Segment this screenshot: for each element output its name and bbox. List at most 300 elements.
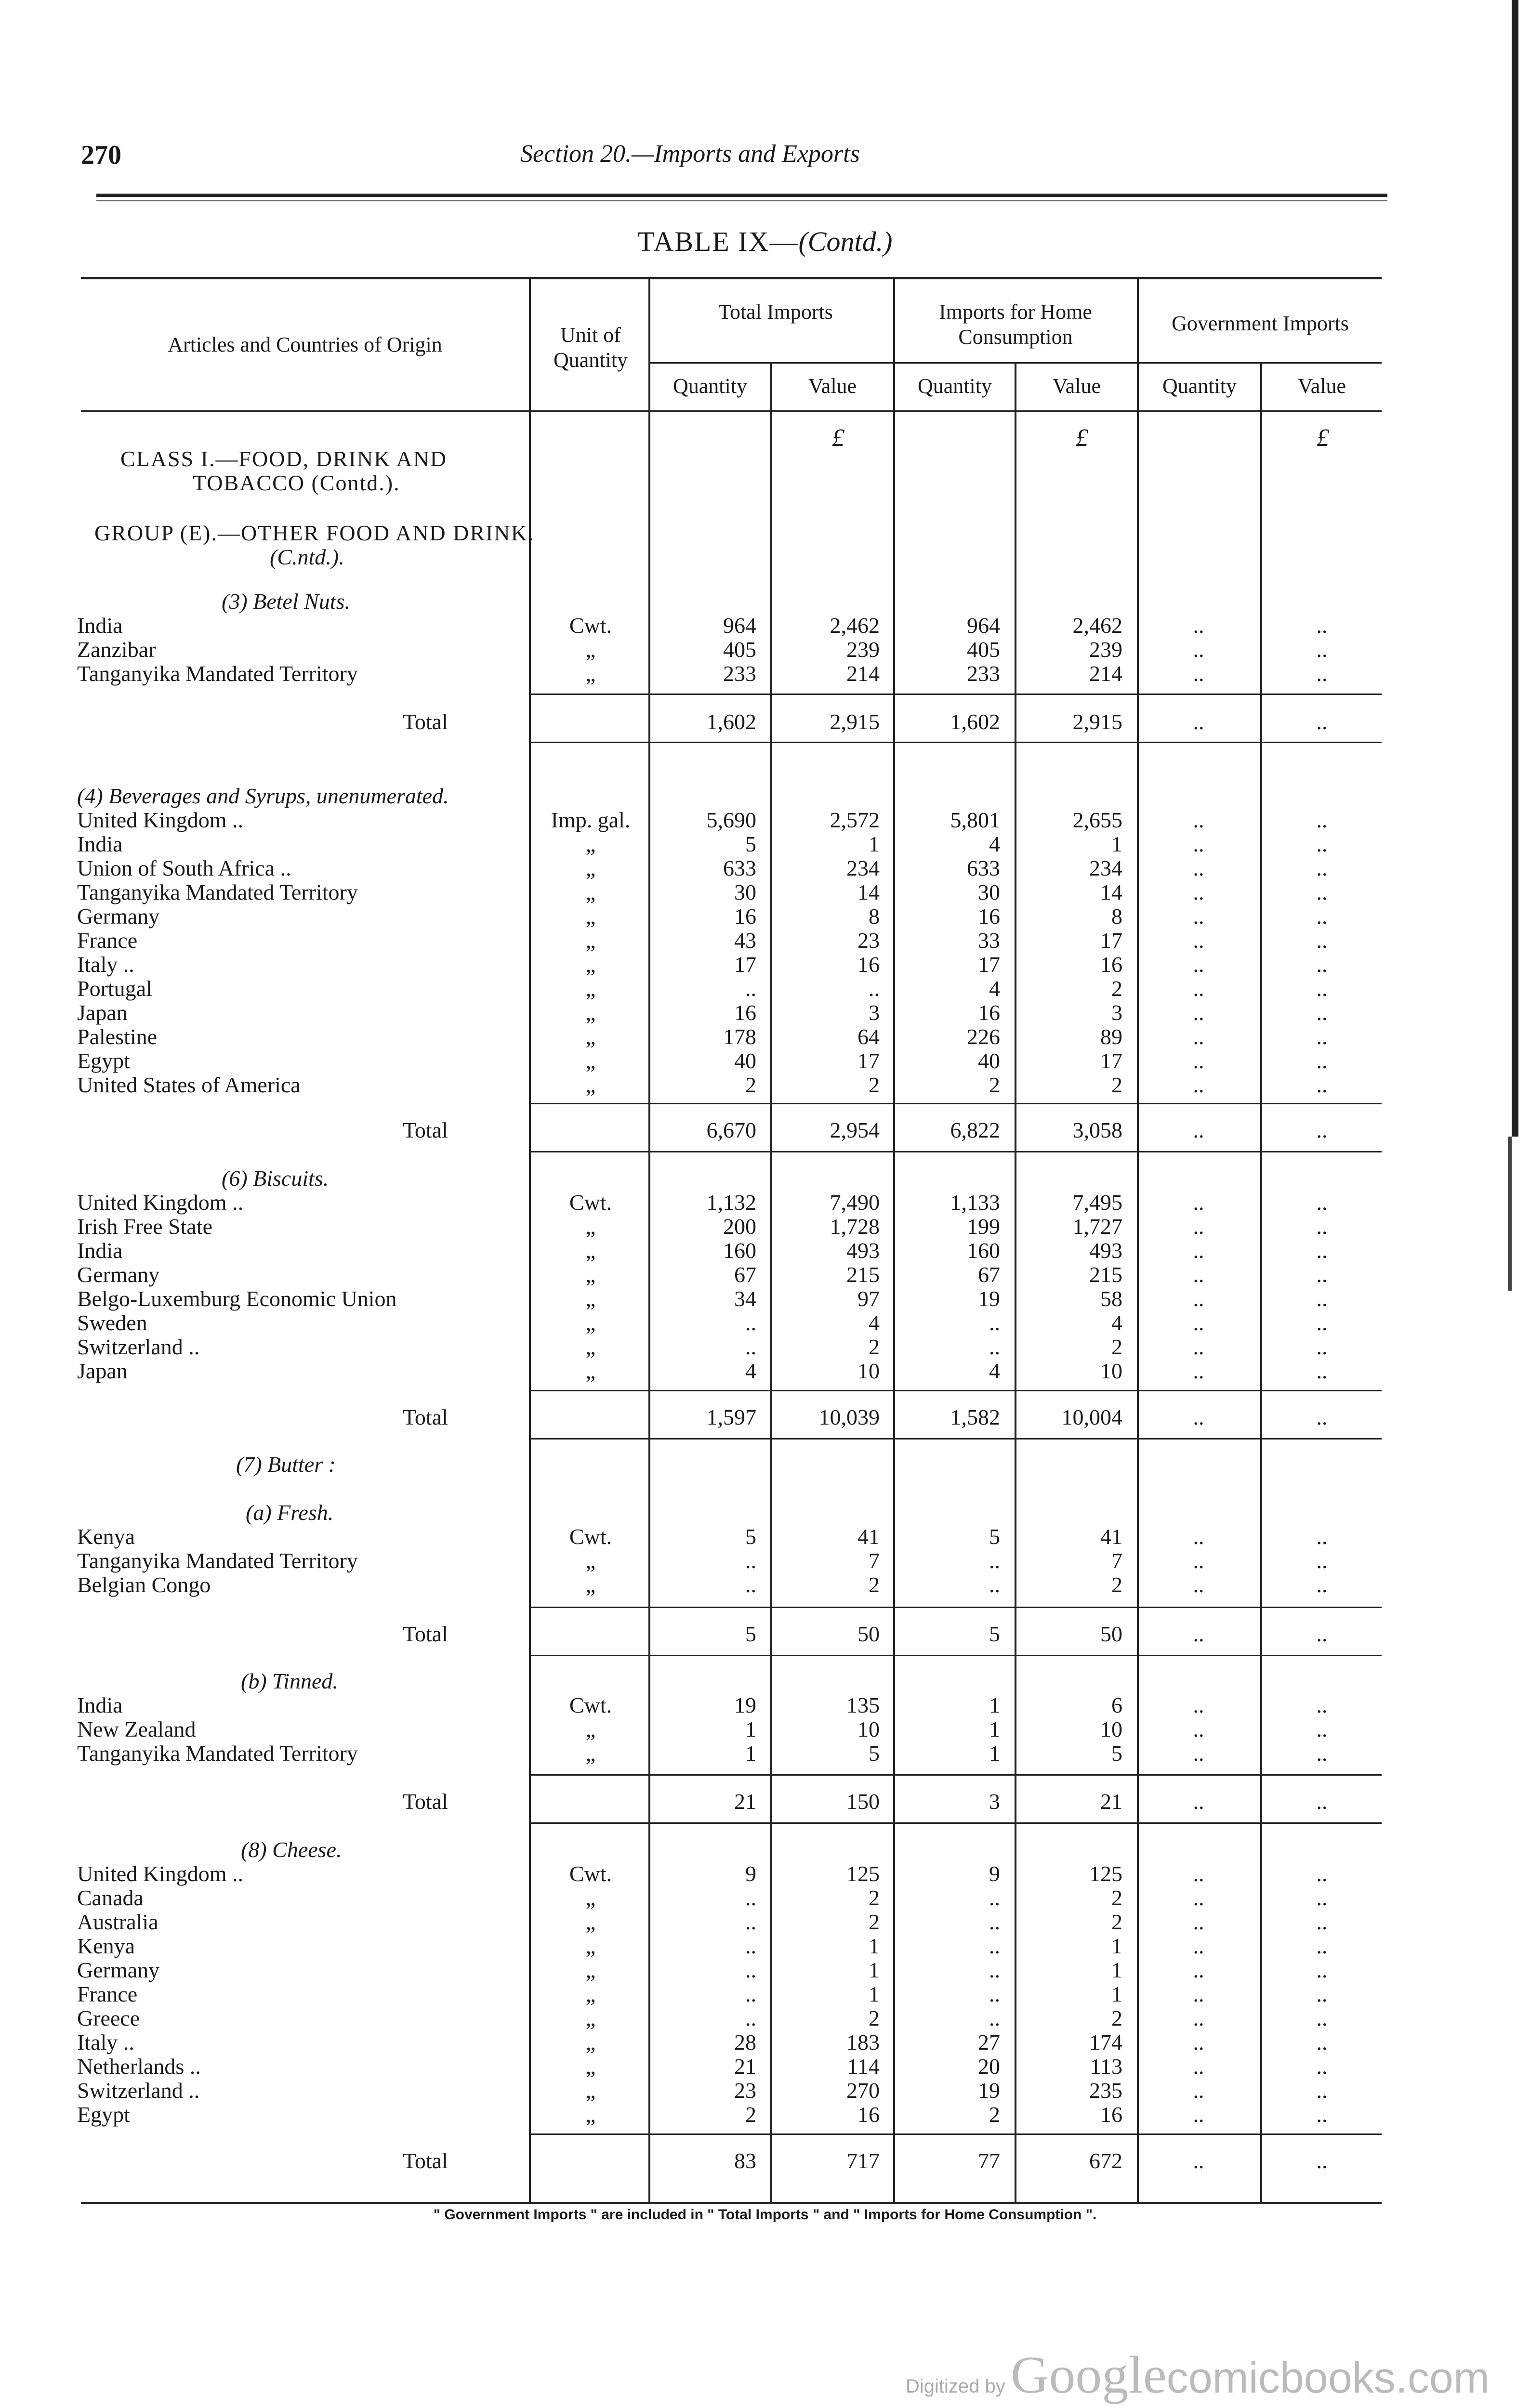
cheese-row-gv: .. <box>1316 2078 1328 2103</box>
butter-fresh-total-rule-below <box>529 1655 1382 1656</box>
cheese-row-hv: 235 <box>1089 2078 1122 2103</box>
beverages-row-tv: 14 <box>857 880 880 904</box>
header-bottom-rule <box>81 410 1382 412</box>
beverages-row-gq: .. <box>1193 1048 1204 1073</box>
biscuits-row-hv: 1,727 <box>1072 1214 1122 1239</box>
betel-row-hv: 239 <box>1089 637 1122 662</box>
biscuits-row-gv: .. <box>1316 1310 1328 1335</box>
betel-total-tv: 2,915 <box>830 709 880 734</box>
cheese-row-tv: 2 <box>869 1885 880 1910</box>
beverages-row-gq: .. <box>1193 1073 1204 1097</box>
biscuits-row-tq: 200 <box>723 1214 756 1239</box>
cheese-total-gv: .. <box>1316 2148 1328 2173</box>
cheese-row-tq: 9 <box>745 1861 756 1886</box>
cheese-row-gv: .. <box>1316 1885 1328 1910</box>
butter-tinned-row-tq: 1 <box>745 1717 756 1741</box>
beverages-row-tq: 43 <box>734 928 756 953</box>
cheese-row-gv: .. <box>1316 2102 1328 2127</box>
cheese-total-hq: 77 <box>978 2148 1000 2173</box>
beverages-row-gq: .. <box>1193 832 1204 856</box>
biscuits-row-hv: 58 <box>1100 1286 1122 1311</box>
biscuits-row-tq: 67 <box>734 1262 756 1287</box>
cheese-total-tv: 717 <box>846 2148 880 2173</box>
beverages-row-tq: 2 <box>745 1073 756 1097</box>
beverages-row-hv: 14 <box>1100 880 1122 904</box>
butter-fresh-row-gv: .. <box>1316 1524 1328 1549</box>
biscuits-row-gq: .. <box>1193 1190 1204 1215</box>
pound-sign-home: £ <box>1076 424 1088 452</box>
cheese-row-country: Kenya <box>77 1934 135 1958</box>
beverages-row-gq: .. <box>1193 856 1204 880</box>
betel-total-gv: .. <box>1316 709 1328 734</box>
cheese-row-hv: 113 <box>1090 2054 1122 2079</box>
beverages-row-tq: 30 <box>734 880 756 904</box>
cheese-row-gq: .. <box>1193 1910 1204 1934</box>
col-line-gov-mid <box>1260 364 1262 2202</box>
digitized-watermark <box>906 2344 1490 2406</box>
beverages-row-gq: .. <box>1193 928 1204 953</box>
butter-fresh-row-tv: 7 <box>869 1548 880 1573</box>
butter-fresh-row-gv: .. <box>1316 1548 1328 1573</box>
beverages-row-tv: 23 <box>857 928 880 953</box>
beverages-total-hv: 3,058 <box>1072 1118 1122 1142</box>
cheese-row-gq: .. <box>1193 2054 1204 2079</box>
biscuits-total-tv: 10,039 <box>818 1405 880 1429</box>
beverages-row-gv: .. <box>1316 880 1328 904</box>
cheese-row-country: Greece <box>77 2006 140 2030</box>
biscuits-row-tv: 10 <box>857 1359 880 1383</box>
cheese-row-gv: .. <box>1316 1934 1328 1958</box>
beverages-row-gq: .. <box>1193 808 1204 832</box>
beverages-total-hq: 6,822 <box>950 1118 1000 1142</box>
cheese-row-tq: 23 <box>734 2078 756 2103</box>
beverages-row-gq: .. <box>1193 976 1204 1001</box>
beverages-row-gv: .. <box>1316 808 1328 832</box>
beverages-row-tq: 633 <box>723 856 756 880</box>
betel-row-tq: 405 <box>723 637 756 662</box>
group-heading: GROUP (E).—OTHER FOOD AND DRINK. <box>94 521 535 545</box>
betel-row-gv: .. <box>1316 637 1328 662</box>
biscuits-row-hv: 493 <box>1089 1238 1122 1263</box>
biscuits-row-unit: „ <box>585 1262 596 1287</box>
butter-fresh-row-hv: 2 <box>1111 1572 1122 1597</box>
butter-tinned-total-tv: 150 <box>846 1789 880 1814</box>
biscuits-row-unit: „ <box>585 1310 596 1335</box>
butter-fresh-row-tq: 5 <box>745 1524 756 1549</box>
beverages-row-gv: .. <box>1316 904 1328 929</box>
google-logo-text: Google <box>1010 2345 1167 2404</box>
butter-fresh-total-rule-above <box>529 1607 1382 1608</box>
cheese-row-gv: .. <box>1316 1910 1328 1934</box>
beverages-row-hq: 4 <box>989 832 1000 856</box>
betel-row-tv: 2,462 <box>830 613 880 638</box>
header-value-total: Value <box>808 374 857 398</box>
cheese-row-tv: 2 <box>869 1910 880 1934</box>
butter-tinned-total-hq: 3 <box>989 1789 1000 1814</box>
butter-tinned-row-hq: 1 <box>989 1693 1000 1717</box>
page-edge-shadow <box>1512 0 1518 1137</box>
biscuits-row-hv: 7,495 <box>1072 1190 1122 1215</box>
cheese-row-tv: 1 <box>869 1982 880 2006</box>
cheese-row-gv: .. <box>1316 2030 1328 2055</box>
cheese-row-country: United Kingdom .. <box>77 1861 243 1886</box>
beverages-row-hq: 2 <box>989 1073 1000 1097</box>
butter-tinned-row-country: India <box>77 1693 123 1717</box>
biscuits-row-gq: .. <box>1193 1286 1204 1311</box>
cheese-row-hq: 20 <box>978 2054 1000 2079</box>
beverages-total-tq: 6,670 <box>706 1118 756 1142</box>
butter-tinned-row-gv: .. <box>1316 1693 1328 1717</box>
beverages-row-tv: 17 <box>857 1048 880 1073</box>
betel-row-gq: .. <box>1193 661 1204 686</box>
beverages-row-tv: 2 <box>869 1073 880 1097</box>
cheese-row-tv: 114 <box>847 2054 880 2079</box>
butter-tinned-row-unit: „ <box>585 1717 596 1741</box>
biscuits-row-tq: .. <box>745 1310 756 1335</box>
biscuits-row-tv: 97 <box>857 1286 880 1311</box>
beverages-row-tq: 16 <box>734 1000 756 1025</box>
cheese-row-country: France <box>77 1982 138 2006</box>
cheese-row-unit: „ <box>585 2078 596 2103</box>
cheese-row-tv: 125 <box>846 1861 880 1886</box>
beverages-total-gq: .. <box>1193 1118 1204 1142</box>
beverages-row-country: Egypt <box>77 1048 130 1073</box>
section-title-butter: (7) Butter : <box>236 1452 336 1477</box>
biscuits-row-hq: 19 <box>978 1286 1000 1311</box>
biscuits-row-country: Switzerland .. <box>77 1335 200 1359</box>
beverages-row-hv: 1 <box>1111 832 1122 856</box>
butter-fresh-total-tq: 5 <box>745 1622 756 1646</box>
header-rule <box>96 194 1387 197</box>
pound-sign-total: £ <box>832 424 844 452</box>
cheese-total-gq: .. <box>1193 2148 1204 2173</box>
betel-row-unit: Cwt. <box>569 613 612 638</box>
cheese-row-tv: 16 <box>857 2102 880 2127</box>
betel-row-gq: .. <box>1193 637 1204 662</box>
biscuits-row-hv: 2 <box>1111 1335 1122 1359</box>
biscuits-row-gq: .. <box>1193 1214 1204 1239</box>
biscuits-total-label: Total <box>403 1405 448 1429</box>
beverages-row-hq: 16 <box>978 904 1000 929</box>
section-title-biscuits: (6) Biscuits. <box>222 1166 329 1191</box>
butter-fresh-row-unit: „ <box>585 1548 596 1573</box>
beverages-row-country: Germany <box>77 904 160 929</box>
cheese-row-country: Italy .. <box>77 2030 134 2055</box>
butter-tinned-row-hq: 1 <box>989 1717 1000 1741</box>
biscuits-row-country: Japan <box>77 1359 128 1383</box>
beverages-row-gq: .. <box>1193 904 1204 929</box>
betel-row-gq: .. <box>1193 613 1204 638</box>
cheese-row-hv: 1 <box>1111 1934 1122 1958</box>
page-number: 270 <box>81 140 121 170</box>
butter-tinned-row-hv: 5 <box>1111 1741 1122 1766</box>
cheese-row-gq: .. <box>1193 2030 1204 2055</box>
cheese-row-hv: 2 <box>1111 1885 1122 1910</box>
beverages-row-unit: „ <box>585 1048 596 1073</box>
biscuits-row-tv: 7,490 <box>830 1190 880 1215</box>
page-edge-shadow-lower <box>1508 1137 1512 1291</box>
butter-fresh-total-gv: .. <box>1316 1622 1328 1646</box>
butter-tinned-row-hv: 10 <box>1100 1717 1122 1741</box>
butter-fresh-total-label: Total <box>403 1622 448 1646</box>
beverages-total-rule-above <box>529 1103 1382 1104</box>
header-quantity-total: Quantity <box>673 374 747 398</box>
cheese-row-tq: .. <box>745 1885 756 1910</box>
butter-tinned-total-gq: .. <box>1193 1789 1204 1814</box>
beverages-row-country: Portugal <box>77 976 152 1001</box>
header-value-gov: Value <box>1297 374 1346 398</box>
beverages-row-gv: .. <box>1316 1073 1328 1097</box>
biscuits-row-gq: .. <box>1193 1335 1204 1359</box>
cheese-row-hv: 1 <box>1111 1982 1122 2006</box>
cheese-row-gv: .. <box>1316 1958 1328 1982</box>
beverages-row-tq: 5,690 <box>706 808 756 832</box>
beverages-row-unit: „ <box>585 1073 596 1097</box>
butter-fresh-row-unit: „ <box>585 1572 596 1597</box>
beverages-row-tv: .. <box>869 976 880 1001</box>
beverages-row-gv: .. <box>1316 1000 1328 1025</box>
beverages-row-gv: .. <box>1316 856 1328 880</box>
beverages-row-hq: 4 <box>989 976 1000 1001</box>
beverages-row-gv: .. <box>1316 1024 1328 1049</box>
butter-tinned-row-hq: 1 <box>989 1741 1000 1766</box>
cheese-row-hv: 125 <box>1089 1861 1122 1886</box>
butter-fresh-row-country: Tanganyika Mandated Territory <box>77 1548 358 1573</box>
biscuits-row-unit: „ <box>585 1335 596 1359</box>
subsection-title-fresh: (a) Fresh. <box>246 1500 334 1525</box>
beverages-row-gv: .. <box>1316 976 1328 1001</box>
cheese-row-gq: .. <box>1193 1982 1204 2006</box>
cheese-row-gq: .. <box>1193 1885 1204 1910</box>
beverages-row-tq: .. <box>745 976 756 1001</box>
butter-fresh-row-hv: 7 <box>1111 1548 1122 1573</box>
cheese-row-gq: .. <box>1193 1861 1204 1886</box>
cheese-total-label: Total <box>403 2148 448 2173</box>
cheese-row-gv: .. <box>1316 2006 1328 2030</box>
beverages-row-hv: 3 <box>1111 1000 1122 1025</box>
cheese-total-tq: 83 <box>734 2148 756 2173</box>
betel-total-rule-above <box>529 694 1382 695</box>
col-line-unit <box>529 279 531 2202</box>
cheese-row-tq: 2 <box>745 2102 756 2127</box>
betel-total-label: Total <box>403 709 448 734</box>
beverages-row-hq: 16 <box>978 1000 1000 1025</box>
biscuits-row-gv: .. <box>1316 1238 1328 1263</box>
betel-row-country: Zanzibar <box>77 637 156 662</box>
butter-tinned-row-hv: 6 <box>1111 1693 1122 1717</box>
beverages-row-hv: 2,655 <box>1072 808 1122 832</box>
cheese-row-unit: Cwt. <box>569 1861 612 1886</box>
beverages-row-unit: „ <box>585 1024 596 1049</box>
biscuits-row-hq: .. <box>989 1310 1000 1335</box>
butter-fresh-row-tq: .. <box>745 1548 756 1573</box>
beverages-row-hq: 30 <box>978 880 1000 904</box>
group-heading-line2: (C.ntd.). <box>270 545 344 569</box>
beverages-row-hv: 8 <box>1111 904 1122 929</box>
cheese-row-tq: .. <box>745 1910 756 1934</box>
butter-fresh-row-hq: .. <box>989 1572 1000 1597</box>
beverages-row-country: Japan <box>77 1000 128 1025</box>
header-government-imports: Government Imports <box>1172 312 1349 335</box>
biscuits-row-hq: 4 <box>989 1359 1000 1383</box>
cheese-row-tq: .. <box>745 2006 756 2030</box>
subsection-title-tinned: (b) Tinned. <box>241 1669 338 1693</box>
beverages-row-country: Tanganyika Mandated Territory <box>77 880 358 904</box>
beverages-row-gq: .. <box>1193 1024 1204 1049</box>
betel-row-country: Tanganyika Mandated Territory <box>77 661 358 686</box>
class-heading: CLASS I.—FOOD, DRINK AND <box>120 446 448 471</box>
beverages-row-country: United States of America <box>77 1073 301 1097</box>
beverages-row-gv: .. <box>1316 832 1328 856</box>
cheese-row-tv: 270 <box>846 2078 880 2103</box>
biscuits-row-tv: 4 <box>869 1310 880 1335</box>
betel-row-hq: 964 <box>967 613 1000 638</box>
beverages-row-hv: 89 <box>1100 1024 1122 1049</box>
beverages-row-tv: 8 <box>869 904 880 929</box>
biscuits-row-tv: 215 <box>846 1262 880 1287</box>
butter-fresh-total-tv: 50 <box>857 1622 880 1646</box>
cheese-row-hq: 19 <box>978 2078 1000 2103</box>
header-value-home: Value <box>1052 374 1101 398</box>
beverages-row-hv: 234 <box>1089 856 1122 880</box>
beverages-row-tq: 17 <box>734 952 756 977</box>
biscuits-row-tv: 1,728 <box>830 1214 880 1239</box>
beverages-row-country: Union of South Africa .. <box>77 856 291 880</box>
cheese-row-gq: .. <box>1193 2006 1204 2030</box>
beverages-row-hq: 40 <box>978 1048 1000 1073</box>
cheese-row-hq: .. <box>989 2006 1000 2030</box>
beverages-row-hq: 5,801 <box>950 808 1000 832</box>
betel-row-tv: 239 <box>846 637 880 662</box>
cheese-total-rule-above <box>529 2133 1382 2135</box>
beverages-row-tv: 16 <box>857 952 880 977</box>
cheese-row-tq: .. <box>745 1958 756 1982</box>
table-top-rule <box>81 277 1382 279</box>
betel-row-hq: 405 <box>967 637 1000 662</box>
biscuits-row-hq: 199 <box>967 1214 1000 1239</box>
biscuits-row-tq: 160 <box>723 1238 756 1263</box>
header-articles: Articles and Countries of Origin <box>168 333 442 356</box>
biscuits-total-tq: 1,597 <box>706 1405 756 1429</box>
cheese-row-gq: .. <box>1193 2102 1204 2127</box>
betel-row-unit: „ <box>585 661 596 686</box>
class-heading-line2: TOBACCO (Contd.). <box>193 471 400 495</box>
biscuits-row-country: Irish Free State <box>77 1214 213 1239</box>
header-quantity-home: Quantity <box>918 374 992 398</box>
biscuits-row-gq: .. <box>1193 1262 1204 1287</box>
cheese-row-hv: 174 <box>1089 2030 1122 2055</box>
cheese-total-rule-below <box>529 2202 1382 2203</box>
beverages-row-unit: „ <box>585 928 596 953</box>
betel-total-rule-below <box>529 742 1382 743</box>
beverages-row-hq: 17 <box>978 952 1000 977</box>
beverages-row-tq: 40 <box>734 1048 756 1073</box>
biscuits-row-tv: 493 <box>846 1238 880 1263</box>
cheese-row-hq: .. <box>989 1885 1000 1910</box>
biscuits-row-gv: .. <box>1316 1286 1328 1311</box>
betel-row-hv: 214 <box>1089 661 1122 686</box>
butter-fresh-row-tv: 2 <box>869 1572 880 1597</box>
biscuits-row-hq: 67 <box>978 1262 1000 1287</box>
butter-fresh-total-hv: 50 <box>1100 1622 1122 1646</box>
butter-fresh-row-hq: .. <box>989 1548 1000 1573</box>
biscuits-row-gv: .. <box>1316 1190 1328 1215</box>
butter-fresh-row-gq: .. <box>1193 1548 1204 1573</box>
section-title-cheese: (8) Cheese. <box>241 1837 342 1862</box>
beverages-row-unit: „ <box>585 832 596 856</box>
cheese-row-tv: 2 <box>869 2006 880 2030</box>
biscuits-row-unit: Cwt. <box>569 1190 612 1215</box>
cheese-row-country: Netherlands .. <box>77 2054 201 2079</box>
beverages-row-hv: 17 <box>1100 928 1122 953</box>
butter-fresh-row-country: Kenya <box>77 1524 135 1549</box>
col-line-gov <box>1137 279 1139 2202</box>
cheese-row-country: Switzerland .. <box>77 2078 200 2103</box>
biscuits-row-hv: 215 <box>1089 1262 1122 1287</box>
biscuits-total-hv: 10,004 <box>1061 1405 1122 1429</box>
biscuits-row-hv: 10 <box>1100 1359 1122 1383</box>
beverages-row-country: Italy .. <box>77 952 134 977</box>
butter-tinned-row-gv: .. <box>1316 1717 1328 1741</box>
beverages-row-tv: 64 <box>857 1024 880 1049</box>
cheese-row-gv: .. <box>1316 1982 1328 2006</box>
beverages-row-tq: 16 <box>734 904 756 929</box>
beverages-row-unit: Imp. gal. <box>551 808 631 832</box>
biscuits-row-tq: .. <box>745 1335 756 1359</box>
cheese-row-unit: „ <box>585 1958 596 1982</box>
beverages-row-unit: „ <box>585 880 596 904</box>
beverages-row-unit: „ <box>585 952 596 977</box>
beverages-row-hv: 2 <box>1111 976 1122 1001</box>
beverages-row-unit: „ <box>585 976 596 1001</box>
cheese-row-tv: 1 <box>869 1934 880 1958</box>
header-rule-thin <box>96 200 1387 201</box>
beverages-row-tq: 178 <box>723 1024 756 1049</box>
biscuits-row-hv: 4 <box>1111 1310 1122 1335</box>
beverages-row-hq: 33 <box>978 928 1000 953</box>
butter-fresh-row-tv: 41 <box>857 1524 880 1549</box>
betel-row-tq: 233 <box>723 661 756 686</box>
cheese-row-country: Australia <box>77 1910 158 1934</box>
cheese-row-tv: 1 <box>869 1958 880 1982</box>
biscuits-row-unit: „ <box>585 1238 596 1263</box>
biscuits-row-tq: 34 <box>734 1286 756 1311</box>
cheese-row-hq: .. <box>989 1934 1000 1958</box>
cheese-row-hq: 9 <box>989 1861 1000 1886</box>
cheese-row-gv: .. <box>1316 2054 1328 2079</box>
cheese-row-tq: 28 <box>734 2030 756 2055</box>
comicbooks-site-text: comicbooks.com <box>1166 2354 1490 2402</box>
beverages-row-hv: 2 <box>1111 1073 1122 1097</box>
biscuits-row-gv: .. <box>1316 1335 1328 1359</box>
butter-tinned-row-gq: .. <box>1193 1693 1204 1717</box>
beverages-total-tv: 2,954 <box>830 1118 880 1142</box>
cheese-row-tq: .. <box>745 1982 756 2006</box>
butter-tinned-row-tv: 5 <box>869 1741 880 1766</box>
beverages-row-unit: „ <box>585 856 596 880</box>
biscuits-row-country: India <box>77 1238 123 1263</box>
cheese-row-tq: 21 <box>734 2054 756 2079</box>
biscuits-row-gq: .. <box>1193 1238 1204 1263</box>
cheese-row-tq: .. <box>745 1934 756 1958</box>
biscuits-row-gv: .. <box>1316 1359 1328 1383</box>
butter-fresh-row-unit: Cwt. <box>569 1524 612 1549</box>
beverages-total-gv: .. <box>1316 1118 1328 1142</box>
butter-fresh-row-gq: .. <box>1193 1524 1204 1549</box>
betel-row-tq: 964 <box>723 613 756 638</box>
biscuits-total-gq: .. <box>1193 1405 1204 1429</box>
cheese-row-hq: .. <box>989 1982 1000 2006</box>
